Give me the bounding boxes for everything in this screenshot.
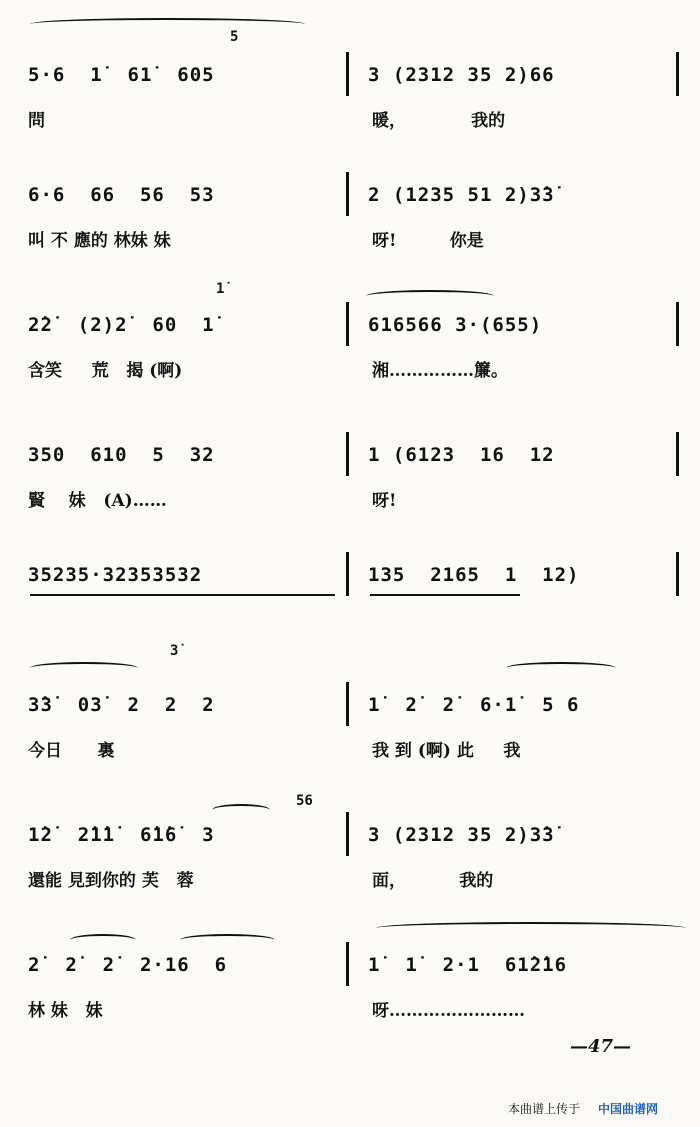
score-system-8 [0,900,700,1020]
score-system-6 [0,640,700,760]
grace-note: 3̇ [170,643,179,659]
lyric-left: 含笑 荒 揭 (啊) [28,361,183,381]
slur [30,662,138,674]
notes-left: 35235·32353532 [28,564,203,586]
slur [376,922,686,934]
slur [366,290,494,302]
slur [212,804,270,816]
notes-right: 2 (1235 51 2)3̇3̇ [368,184,555,206]
notes-left: 5·6 1̇ 61̇ 605 [28,64,215,86]
notes-left: 1̇2̇ 2̇1̇1̇ 6̇1̇6̇ 3 [28,824,215,846]
bar-line [346,682,349,726]
slur [506,662,616,674]
lyric-right: 暖， 我的 [372,111,506,131]
grace-note: 56 [296,793,313,809]
bar-line [676,52,679,96]
slur [70,934,136,946]
bar-line [346,432,349,476]
score-system-2 [0,130,700,250]
notes-right: 3 (2312 35 2)3̇3̇ [368,824,555,846]
lyric-left: 還能 見到你的 芙 蓉 [28,871,194,891]
notes-left: 2̇ 2̇ 2̇ 2·16 6 [28,954,228,976]
bar-line [676,302,679,346]
score-system-3 [0,260,700,380]
bar-line [676,432,679,476]
notes-left: 6·6 66 56 53 [28,184,215,206]
score-system-5 [0,510,700,630]
grace-note: 5 [230,29,239,45]
lyric-right: 湘……………簾。 [372,361,508,381]
underline [30,594,335,596]
notes-left: 2̇2̇ (2)2̇ 60 1̇ [28,314,215,336]
lyric-left: 問 [28,111,45,131]
slur [180,934,275,946]
lyric-left: 今日 裏 [28,741,115,761]
page-number: —47— [570,1036,632,1057]
score-system-7 [0,770,700,890]
score-system-1 [0,10,700,130]
lyric-right: 呀! 你是 [372,231,484,251]
bar-line [346,552,349,596]
lyric-right: 我 到 (啊) 此 我 [372,741,521,761]
site-logo[interactable] [598,1100,658,1117]
notes-right: 1̇ 1̇ 2·1 61̇2̇16 [368,954,568,976]
lyric-left: 賢 妹 (A)…… [28,491,167,511]
grace-note: 1̇ [216,281,225,297]
bar-line [346,52,349,96]
lyric-left: 叫 不 應的 林妹 妹 [28,231,171,251]
notes-left: 350 610 5 32 [28,444,215,466]
lyric-right: 面， 我的 [372,871,494,891]
lyric-right: 呀…………………… [372,1001,525,1021]
lyric-left: 林 妹 妹 [28,1001,103,1021]
bar-line [346,172,349,216]
notes-right: 135 2165 1 12) [368,564,580,586]
underline [370,594,520,596]
notes-right: 616566 3·(655) [368,314,543,336]
footer-text: 本曲谱上传于 [508,1102,581,1116]
score-system-4 [0,390,700,510]
lyric-right: 呀! [372,491,397,511]
bar-line [346,302,349,346]
bar-line [676,552,679,596]
notes-left: 3̇3̇ 03̇ 2 2 2 [28,694,215,716]
notes-right: 1 (6123 16 12 [368,444,555,466]
site-logo-text[interactable]: 中国曲谱网 [598,1102,659,1116]
bar-line [346,812,349,856]
notes-right: 1̇ 2̇ 2̇ 6·1̇ 5 6 [368,694,580,716]
notes-right: 3 (2312 35 2)66 [368,64,555,86]
slur [30,18,305,30]
bar-line [346,942,349,986]
